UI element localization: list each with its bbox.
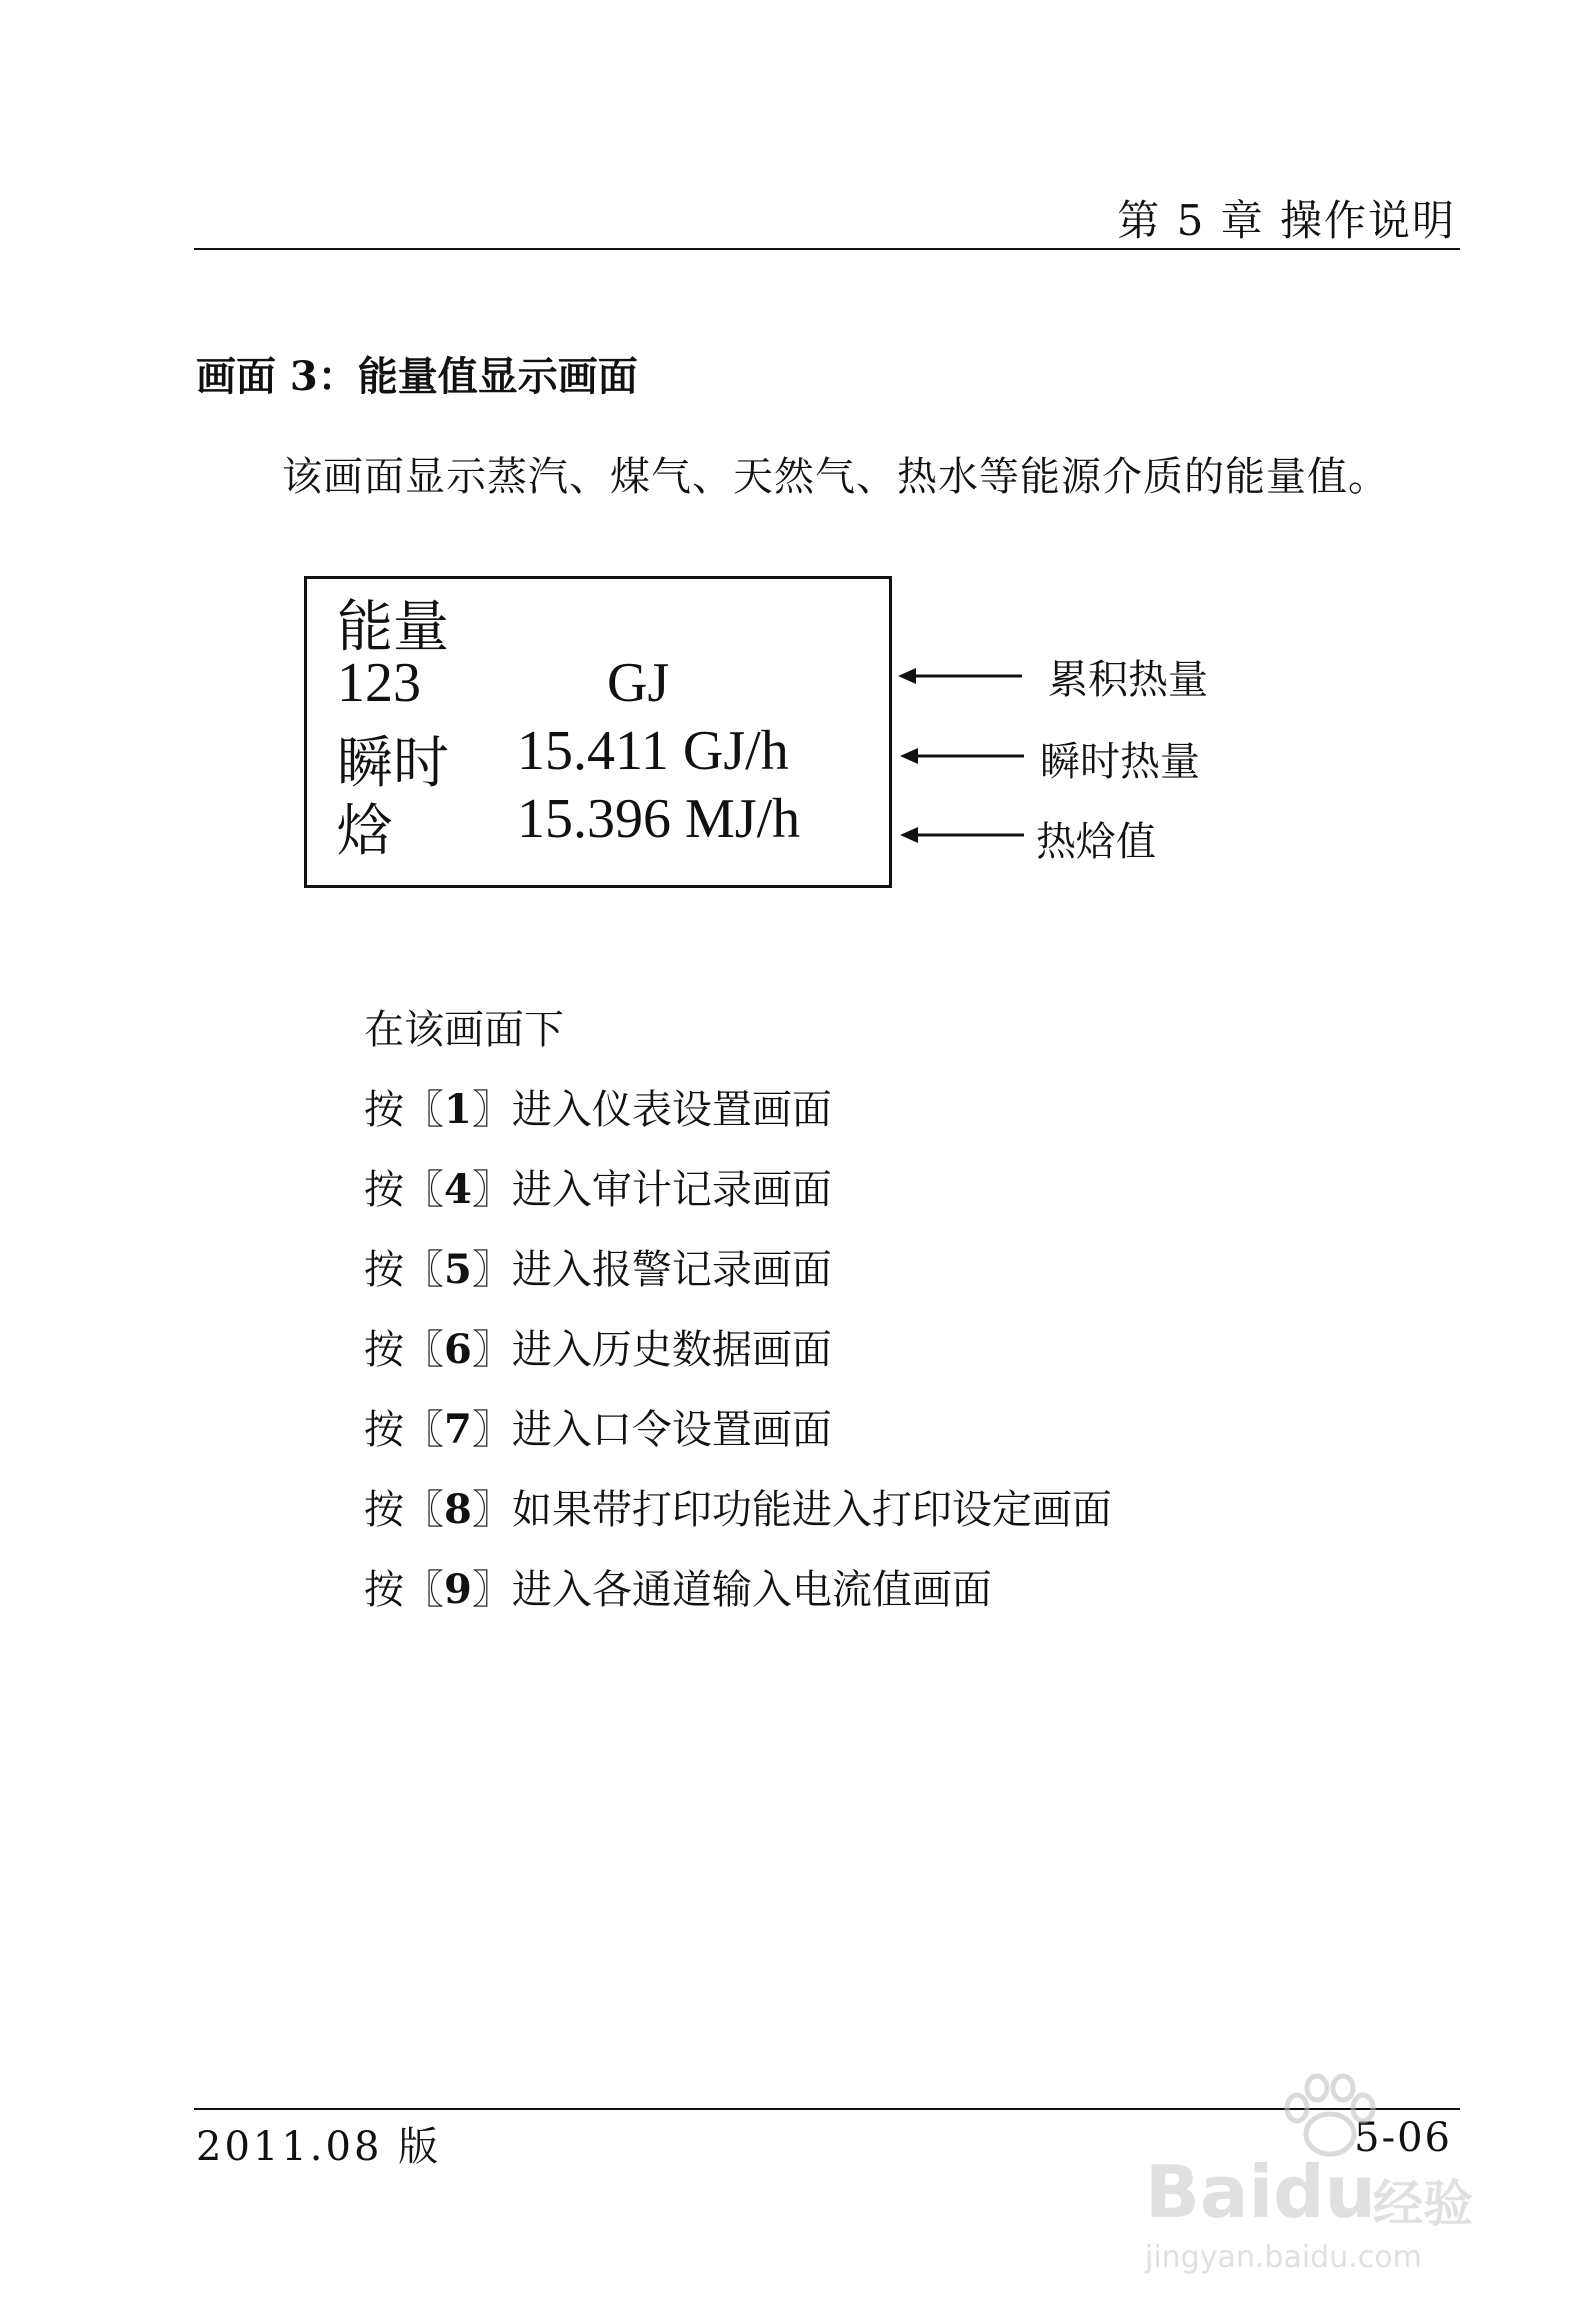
- total-energy-unit: GJ: [607, 652, 670, 714]
- paw-icon: [1275, 2072, 1385, 2162]
- baidu-watermark: [1125, 2072, 1490, 2287]
- menu-item: 按〖5〗进入报警记录画面: [364, 1246, 832, 1293]
- key-menu-list: [364, 990, 1112, 1630]
- watermark-label: 经验: [1373, 2175, 1473, 2233]
- menu-item: 按〖6〗进入历史数据画面: [364, 1326, 832, 1373]
- arrow-left-icon: [896, 664, 1026, 688]
- watermark-brand: Baidu: [1145, 2150, 1376, 2234]
- arrow-left-icon: [898, 744, 1028, 768]
- arrow-left-icon: [898, 823, 1028, 847]
- enthalpy-label: 焓: [337, 801, 393, 863]
- menu-item: 按〖8〗如果带打印功能进入打印设定画面: [364, 1486, 1112, 1533]
- energy-display-screen: [304, 576, 892, 888]
- menu-item: 按〖7〗进入口令设置画面: [364, 1406, 832, 1453]
- watermark-url: jingyan.baidu.com: [1145, 2240, 1422, 2275]
- menu-item: 按〖9〗进入各通道输入电流值画面: [364, 1566, 992, 1613]
- instant-label: 瞬时: [337, 733, 449, 795]
- display-title: 能量: [337, 597, 449, 659]
- menu-item: 按〖4〗进入审计记录画面: [364, 1166, 832, 1213]
- menu-item: 按〖1〗进入仪表设置画面: [364, 1086, 832, 1133]
- page-number: 5-06: [1354, 2115, 1452, 2161]
- menu-intro: 在该画面下: [364, 1007, 564, 1053]
- edition-label: 2011.08 版: [196, 2124, 442, 2170]
- section-title: 画面 3：能量值显示画面: [196, 353, 638, 400]
- enthalpy-value: 15.396 MJ/h: [517, 788, 801, 850]
- annotation-total-heat: 累积热量: [1048, 657, 1208, 703]
- annotation-instant-heat: 瞬时热量: [1040, 739, 1200, 785]
- annotation-enthalpy: 热焓值: [1036, 819, 1156, 865]
- intro-paragraph: 该画面显示蒸汽、煤气、天然气、热水等能源介质的能量值。: [282, 454, 1389, 500]
- total-energy-value: 123: [337, 652, 421, 714]
- header-divider: [194, 248, 1460, 250]
- chapter-header: 第 5 章 操作说明: [1117, 196, 1456, 245]
- instant-energy-value: 15.411 GJ/h: [517, 720, 789, 782]
